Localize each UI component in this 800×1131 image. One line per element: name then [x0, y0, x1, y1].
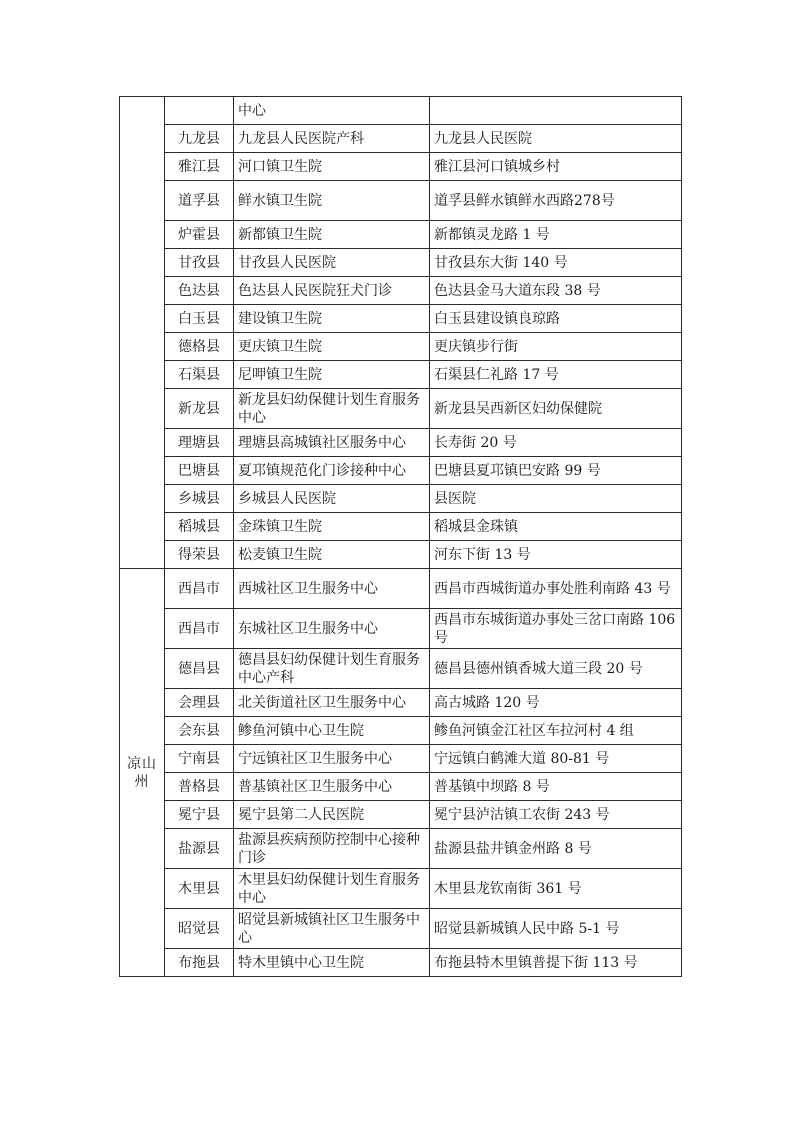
- county-cell: 德昌县: [165, 649, 234, 689]
- unit-cell: 新龙县妇幼保健计划生育服务中心: [234, 389, 430, 429]
- table-row: [120, 389, 682, 429]
- unit-cell: 西城社区卫生服务中心: [234, 569, 430, 609]
- unit-cell: 色达县人民医院狂犬门诊: [234, 277, 430, 305]
- county-cell: [165, 97, 234, 125]
- county-cell: 昭觉县: [165, 909, 234, 949]
- county-cell: 色达县: [165, 277, 234, 305]
- unit-cell: 盐源县疾病预防控制中心接种门诊: [234, 829, 430, 869]
- county-cell: 道孚县: [165, 181, 234, 221]
- county-cell: 得荣县: [165, 541, 234, 569]
- table-row: [120, 457, 682, 485]
- table-row: [120, 277, 682, 305]
- address-cell: 普基镇中坝路 8 号: [430, 773, 682, 801]
- county-cell: 德格县: [165, 333, 234, 361]
- table-row: [120, 513, 682, 541]
- table-row: [120, 429, 682, 457]
- unit-cell: 尼呷镇卫生院: [234, 361, 430, 389]
- unit-cell: 宁远镇社区卫生服务中心: [234, 745, 430, 773]
- county-cell: 木里县: [165, 869, 234, 909]
- county-cell: 宁南县: [165, 745, 234, 773]
- unit-cell: 金珠镇卫生院: [234, 513, 430, 541]
- table-row: [120, 97, 682, 125]
- address-cell: 德昌县德州镇香城大道三段 20 号: [430, 649, 682, 689]
- county-cell: 会理县: [165, 689, 234, 717]
- county-cell: 西昌市: [165, 569, 234, 609]
- unit-cell: 河口镇卫生院: [234, 153, 430, 181]
- unit-cell: 乡城县人民医院: [234, 485, 430, 513]
- vaccination-clinic-table: [119, 96, 682, 977]
- unit-cell: 木里县妇幼保健计划生育服务中心: [234, 869, 430, 909]
- address-cell: 雅江县河口镇城乡村: [430, 153, 682, 181]
- unit-cell: 中心: [234, 97, 430, 125]
- address-cell: 更庆镇步行街: [430, 333, 682, 361]
- unit-cell: 北关街道社区卫生服务中心: [234, 689, 430, 717]
- table-row: [120, 649, 682, 689]
- table-row: [120, 829, 682, 869]
- address-cell: 西昌市西城街道办事处胜利南路 43 号: [430, 569, 682, 609]
- county-cell: 巴塘县: [165, 457, 234, 485]
- region-cell: [120, 97, 165, 569]
- county-cell: 盐源县: [165, 829, 234, 869]
- address-cell: 白玉县建设镇良琼路: [430, 305, 682, 333]
- table-row: [120, 361, 682, 389]
- unit-cell: 东城社区卫生服务中心: [234, 609, 430, 649]
- address-cell: 稻城县金珠镇: [430, 513, 682, 541]
- address-cell: 河东下街 13 号: [430, 541, 682, 569]
- address-cell: 色达县金马大道东段 38 号: [430, 277, 682, 305]
- table-row: [120, 773, 682, 801]
- address-cell: 新龙县吴西新区妇幼保健院: [430, 389, 682, 429]
- address-cell: 木里县龙钦南街 361 号: [430, 869, 682, 909]
- county-cell: 冕宁县: [165, 801, 234, 829]
- address-cell: 巴塘县夏邛镇巴安路 99 号: [430, 457, 682, 485]
- unit-cell: 夏邛镇规范化门诊接种中心: [234, 457, 430, 485]
- unit-cell: 普基镇社区卫生服务中心: [234, 773, 430, 801]
- address-cell: 道孚县鲜水镇鲜水西路278号: [430, 181, 682, 221]
- unit-cell: 建设镇卫生院: [234, 305, 430, 333]
- address-cell: 甘孜县东大街 140 号: [430, 249, 682, 277]
- unit-cell: 鲹鱼河镇中心卫生院: [234, 717, 430, 745]
- table-row: [120, 485, 682, 513]
- region-cell: [120, 569, 165, 977]
- table-row: [120, 869, 682, 909]
- county-cell: 布拖县: [165, 949, 234, 977]
- table-row: [120, 801, 682, 829]
- county-cell: 九龙县: [165, 125, 234, 153]
- address-cell: 冕宁县泸沽镇工农街 243 号: [430, 801, 682, 829]
- table-row: [120, 221, 682, 249]
- unit-cell: 理塘县高城镇社区服务中心: [234, 429, 430, 457]
- address-cell: 高古城路 120 号: [430, 689, 682, 717]
- region-label: 凉山州: [127, 755, 157, 790]
- unit-cell: 冕宁县第二人民医院: [234, 801, 430, 829]
- table-row: [120, 569, 682, 609]
- address-cell: 石渠县仁礼路 17 号: [430, 361, 682, 389]
- county-cell: 炉霍县: [165, 221, 234, 249]
- table-row: [120, 249, 682, 277]
- address-cell: 新都镇灵龙路 1 号: [430, 221, 682, 249]
- address-cell: 盐源县盐井镇金州路 8 号: [430, 829, 682, 869]
- unit-cell: 鲜水镇卫生院: [234, 181, 430, 221]
- address-cell: 县医院: [430, 485, 682, 513]
- address-cell: 长寿街 20 号: [430, 429, 682, 457]
- address-cell: 鲹鱼河镇金江社区车拉河村 4 组: [430, 717, 682, 745]
- table-row: [120, 181, 682, 221]
- unit-cell: 新都镇卫生院: [234, 221, 430, 249]
- address-cell: 九龙县人民医院: [430, 125, 682, 153]
- address-cell: [430, 97, 682, 125]
- address-cell: 布拖县特木里镇普提下街 113 号: [430, 949, 682, 977]
- table-row: [120, 717, 682, 745]
- table-row: [120, 909, 682, 949]
- unit-cell: 甘孜县人民医院: [234, 249, 430, 277]
- unit-cell: 松麦镇卫生院: [234, 541, 430, 569]
- county-cell: 乡城县: [165, 485, 234, 513]
- table-row: [120, 333, 682, 361]
- table-row: [120, 541, 682, 569]
- county-cell: 新龙县: [165, 389, 234, 429]
- county-cell: 会东县: [165, 717, 234, 745]
- county-cell: 雅江县: [165, 153, 234, 181]
- unit-cell: 九龙县人民医院产科: [234, 125, 430, 153]
- unit-cell: 昭觉县新城镇社区卫生服务中心: [234, 909, 430, 949]
- table-row: [120, 305, 682, 333]
- county-cell: 西昌市: [165, 609, 234, 649]
- table-row: [120, 745, 682, 773]
- county-cell: 石渠县: [165, 361, 234, 389]
- table-row: [120, 609, 682, 649]
- address-cell: 西昌市东城街道办事处三岔口南路 106 号: [430, 609, 682, 649]
- table-row: [120, 949, 682, 977]
- unit-cell: 德昌县妇幼保健计划生育服务中心产科: [234, 649, 430, 689]
- unit-cell: 更庆镇卫生院: [234, 333, 430, 361]
- county-cell: 理塘县: [165, 429, 234, 457]
- county-cell: 白玉县: [165, 305, 234, 333]
- address-cell: 宁远镇白鹤滩大道 80-81 号: [430, 745, 682, 773]
- unit-cell: 特木里镇中心卫生院: [234, 949, 430, 977]
- table-body: [120, 97, 682, 977]
- address-cell: 昭觉县新城镇人民中路 5-1 号: [430, 909, 682, 949]
- table-row: [120, 689, 682, 717]
- table-row: [120, 125, 682, 153]
- county-cell: 稻城县: [165, 513, 234, 541]
- county-cell: 甘孜县: [165, 249, 234, 277]
- table-row: [120, 153, 682, 181]
- county-cell: 普格县: [165, 773, 234, 801]
